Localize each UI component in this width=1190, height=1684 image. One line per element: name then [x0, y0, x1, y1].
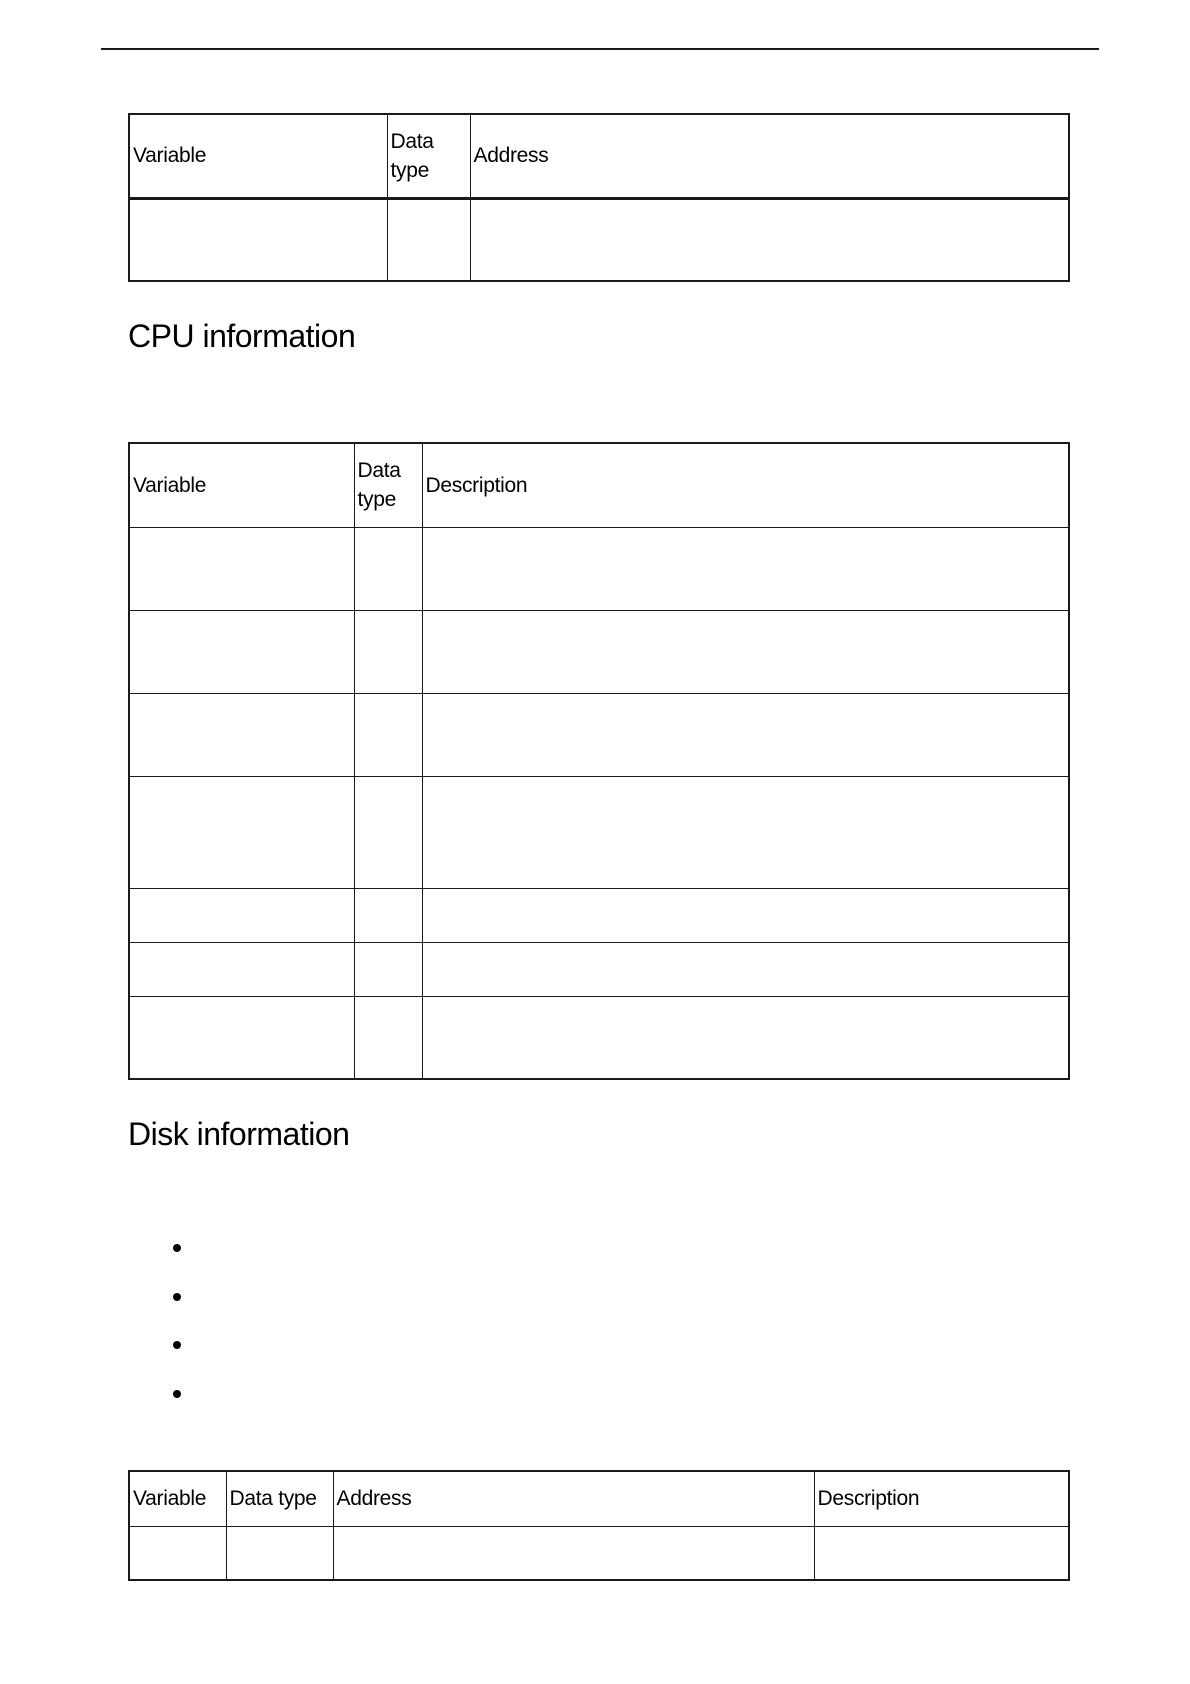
- table-row: [129, 996, 1069, 1079]
- header-rule: [101, 48, 1099, 50]
- col-header-address: Address: [333, 1471, 814, 1526]
- cpu-info-table: [128, 442, 1070, 1080]
- col-header-variable: Variable: [129, 114, 387, 198]
- table-header-row: [129, 443, 1069, 527]
- col-header-description: Description: [422, 443, 1069, 527]
- col-header-data-type: Data type: [226, 1471, 333, 1526]
- table-row: [129, 1526, 1069, 1580]
- section-title-cpu: CPU information: [128, 318, 356, 354]
- table-header-row: [129, 1471, 1069, 1526]
- table-row: [129, 776, 1069, 888]
- disk-info-table: [128, 1470, 1070, 1581]
- col-header-variable: Variable: [129, 443, 354, 527]
- table-row: [129, 610, 1069, 693]
- list-bullet: [173, 1293, 181, 1301]
- address-table: [128, 113, 1070, 282]
- col-header-data-type: Data type: [354, 443, 422, 527]
- table-header-row: [129, 114, 1069, 198]
- col-header-variable: Variable: [129, 1471, 226, 1526]
- col-header-data-type: Data type: [387, 114, 470, 198]
- col-header-description: Description: [814, 1471, 1069, 1526]
- col-header-address: Address: [470, 114, 1069, 198]
- list-bullet: [173, 1341, 181, 1349]
- section-title-disk: Disk information: [128, 1116, 350, 1152]
- table-row: [129, 198, 1069, 281]
- list-bullet: [173, 1244, 181, 1252]
- list-bullet: [173, 1390, 181, 1398]
- table-row: [129, 693, 1069, 776]
- table-row: [129, 527, 1069, 610]
- table-row: [129, 888, 1069, 942]
- table-row: [129, 942, 1069, 996]
